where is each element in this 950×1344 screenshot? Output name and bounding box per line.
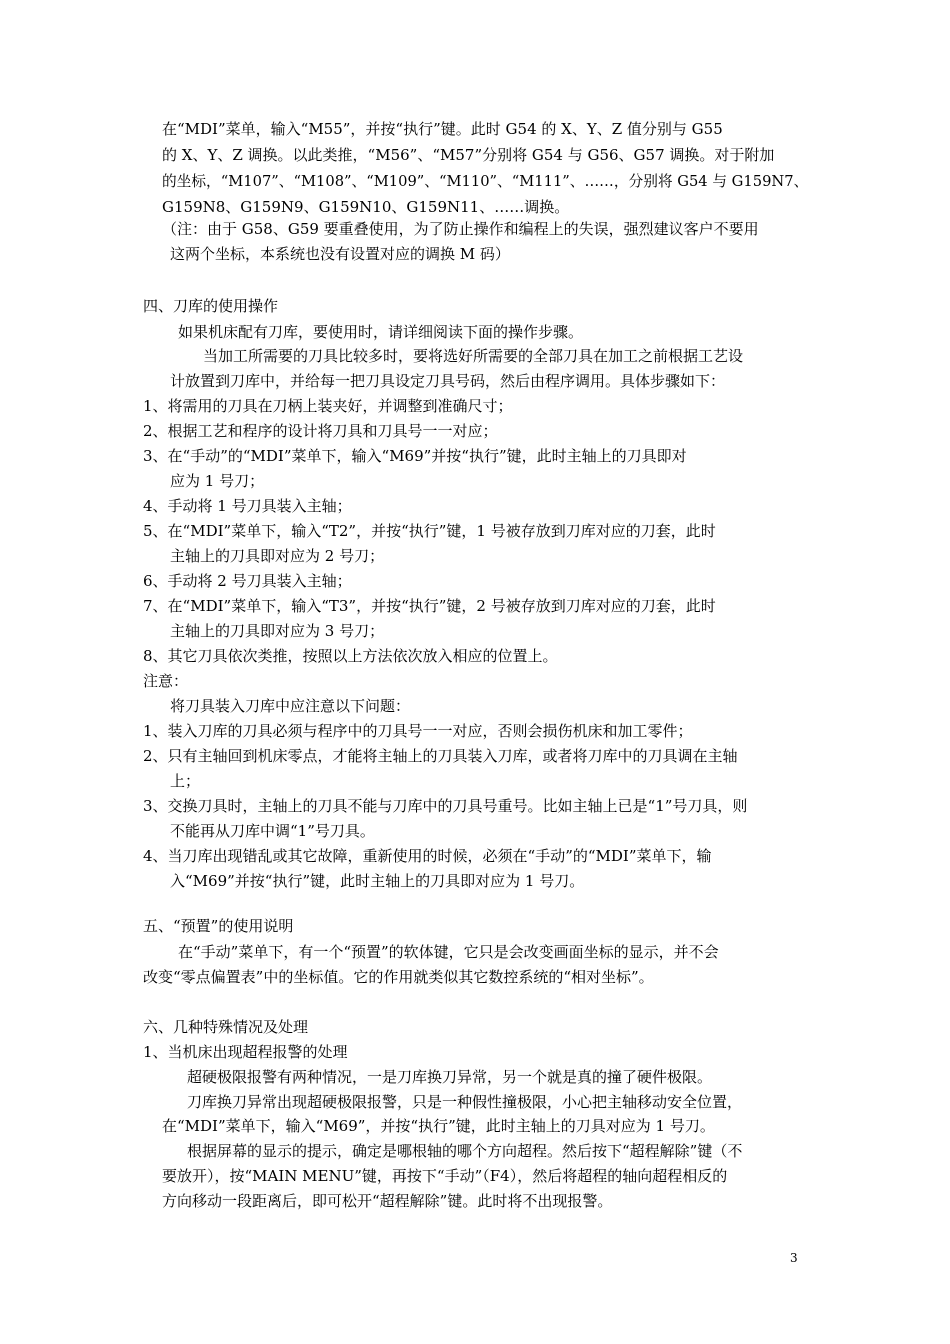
list-item: 5、在“MDI”菜单下，输入“T2”，并按“执行”键，1 号被存放到刀库对应的刀套，此时 — [143, 522, 716, 540]
text-line: 根据屏幕的显示的提示，确定是哪根轴的哪个方向超程。然后按下“超程解除”键（不 — [187, 1142, 743, 1160]
list-item: 4、手动将 1 号刀具装入主轴； — [143, 497, 352, 515]
list-item: 2、根据工艺和程序的设计将刀具和刀具号一一对应； — [143, 422, 498, 440]
text-line: 计放置到刀库中，并给每一把刀具设定刀具号码，然后由程序调用。具体步骤如下： — [170, 372, 726, 390]
list-item-continued: 应为 1 号刀； — [170, 472, 265, 490]
subsection-heading: 1、当机床出现超程报警的处理 — [143, 1043, 348, 1061]
text-line: 的坐标，“M107”、“M108”、“M109”、“M110”、“M111”、……，分别将 G54 与 G159N7、 — [162, 172, 809, 190]
list-item: 2、只有主轴回到机床零点，才能将主轴上的刀具装入刀库，或者将刀库中的刀具调在主轴 — [143, 747, 738, 765]
text-line: 如果机床配有刀库，要使用时，请详细阅读下面的操作步骤。 — [178, 323, 584, 341]
list-item-continued: 主轴上的刀具即对应为 3 号刀； — [170, 622, 385, 640]
list-item-continued: 不能再从刀库中调“1”号刀具。 — [170, 822, 375, 840]
list-item: 8、其它刀具依次类推，按照以上方法依次放入相应的位置上。 — [143, 647, 558, 665]
list-item: 3、在“手动”的“MDI”菜单下，输入“M69”并按“执行”键，此时主轴上的刀具即对 — [143, 447, 687, 465]
section-heading: 五、“预置”的使用说明 — [143, 917, 294, 935]
list-item: 1、将需用的刀具在刀柄上装夹好，并调整到准确尺寸； — [143, 397, 513, 415]
text-line: G159N8、G159N9、G159N10、G159N11、……调换。 — [162, 198, 570, 216]
section-heading: 四、刀库的使用操作 — [143, 297, 279, 315]
text-line: 的 X、Y、Z 调换。以此类推，“M56”、“M57”分别将 G54 与 G56、G57 调换。对于附加 — [162, 146, 775, 164]
text-line: 在“MDI”菜单，输入“M55”，并按“执行”键。此时 G54 的 X、Y、Z 值分别与 G55 — [162, 120, 723, 138]
list-item: 6、手动将 2 号刀具装入主轴； — [143, 572, 352, 590]
text-line: 超硬极限报警有两种情况，一是刀库换刀异常，另一个就是真的撞了硬件极限。 — [187, 1068, 713, 1086]
list-item: 1、装入刀库的刀具必须与程序中的刀具号一一对应，否则会损伤机床和加工零件； — [143, 722, 693, 740]
note-heading: 注意： — [143, 672, 189, 690]
text-line: 在“手动”菜单下，有一个“预置”的软体键，它只是会改变画面坐标的显示，并不会 — [178, 943, 719, 961]
section-heading: 六、几种特殊情况及处理 — [143, 1018, 309, 1036]
text-line: 方向移动一段距离后，即可松开“超程解除”键。此时将不出现报警。 — [162, 1192, 613, 1210]
text-line: 刀库换刀异常出现超硬极限报警，只是一种假性撞极限，小心把主轴移动安全位置， — [187, 1093, 743, 1111]
text-line: 当加工所需要的刀具比较多时，要将选好所需要的全部刀具在加工之前根据工艺设 — [203, 347, 744, 365]
text-line: 要放开），按“MAIN MENU”键，再按下“手动”（F4），然后将超程的轴向超程相反的 — [162, 1167, 728, 1185]
list-item-continued: 入“M69”并按“执行”键，此时主轴上的刀具即对应为 1 号刀。 — [170, 872, 585, 890]
list-item-continued: 上； — [170, 772, 201, 790]
list-item: 3、交换刀具时，主轴上的刀具不能与刀库中的刀具号重号。比如主轴上已是“1”号刀具，则 — [143, 797, 748, 815]
list-item: 7、在“MDI”菜单下，输入“T3”，并按“执行”键，2 号被存放到刀库对应的刀套，此时 — [143, 597, 716, 615]
note-line: 这两个坐标，本系统也没有设置对应的调换 M 码） — [170, 245, 510, 263]
text-line: 在“MDI”菜单下，输入“M69”，并按“执行”键，此时主轴上的刀具对应为 1 号刀。 — [162, 1117, 715, 1135]
text-line: 将刀具装入刀库中应注意以下问题： — [170, 697, 411, 715]
note-line: （注：由于 G58、G59 要重叠使用，为了防止操作和编程上的失误，强烈建议客户不要用 — [162, 220, 759, 238]
list-item-continued: 主轴上的刀具即对应为 2 号刀； — [170, 547, 385, 565]
text-line: 改变“零点偏置表”中的坐标值。它的作用就类似其它数控系统的“相对坐标”。 — [143, 968, 654, 986]
page-number: 3 — [790, 1251, 798, 1265]
list-item: 4、当刀库出现错乱或其它故障，重新使用的时候，必须在“手动”的“MDI”菜单下，输 — [143, 847, 712, 865]
